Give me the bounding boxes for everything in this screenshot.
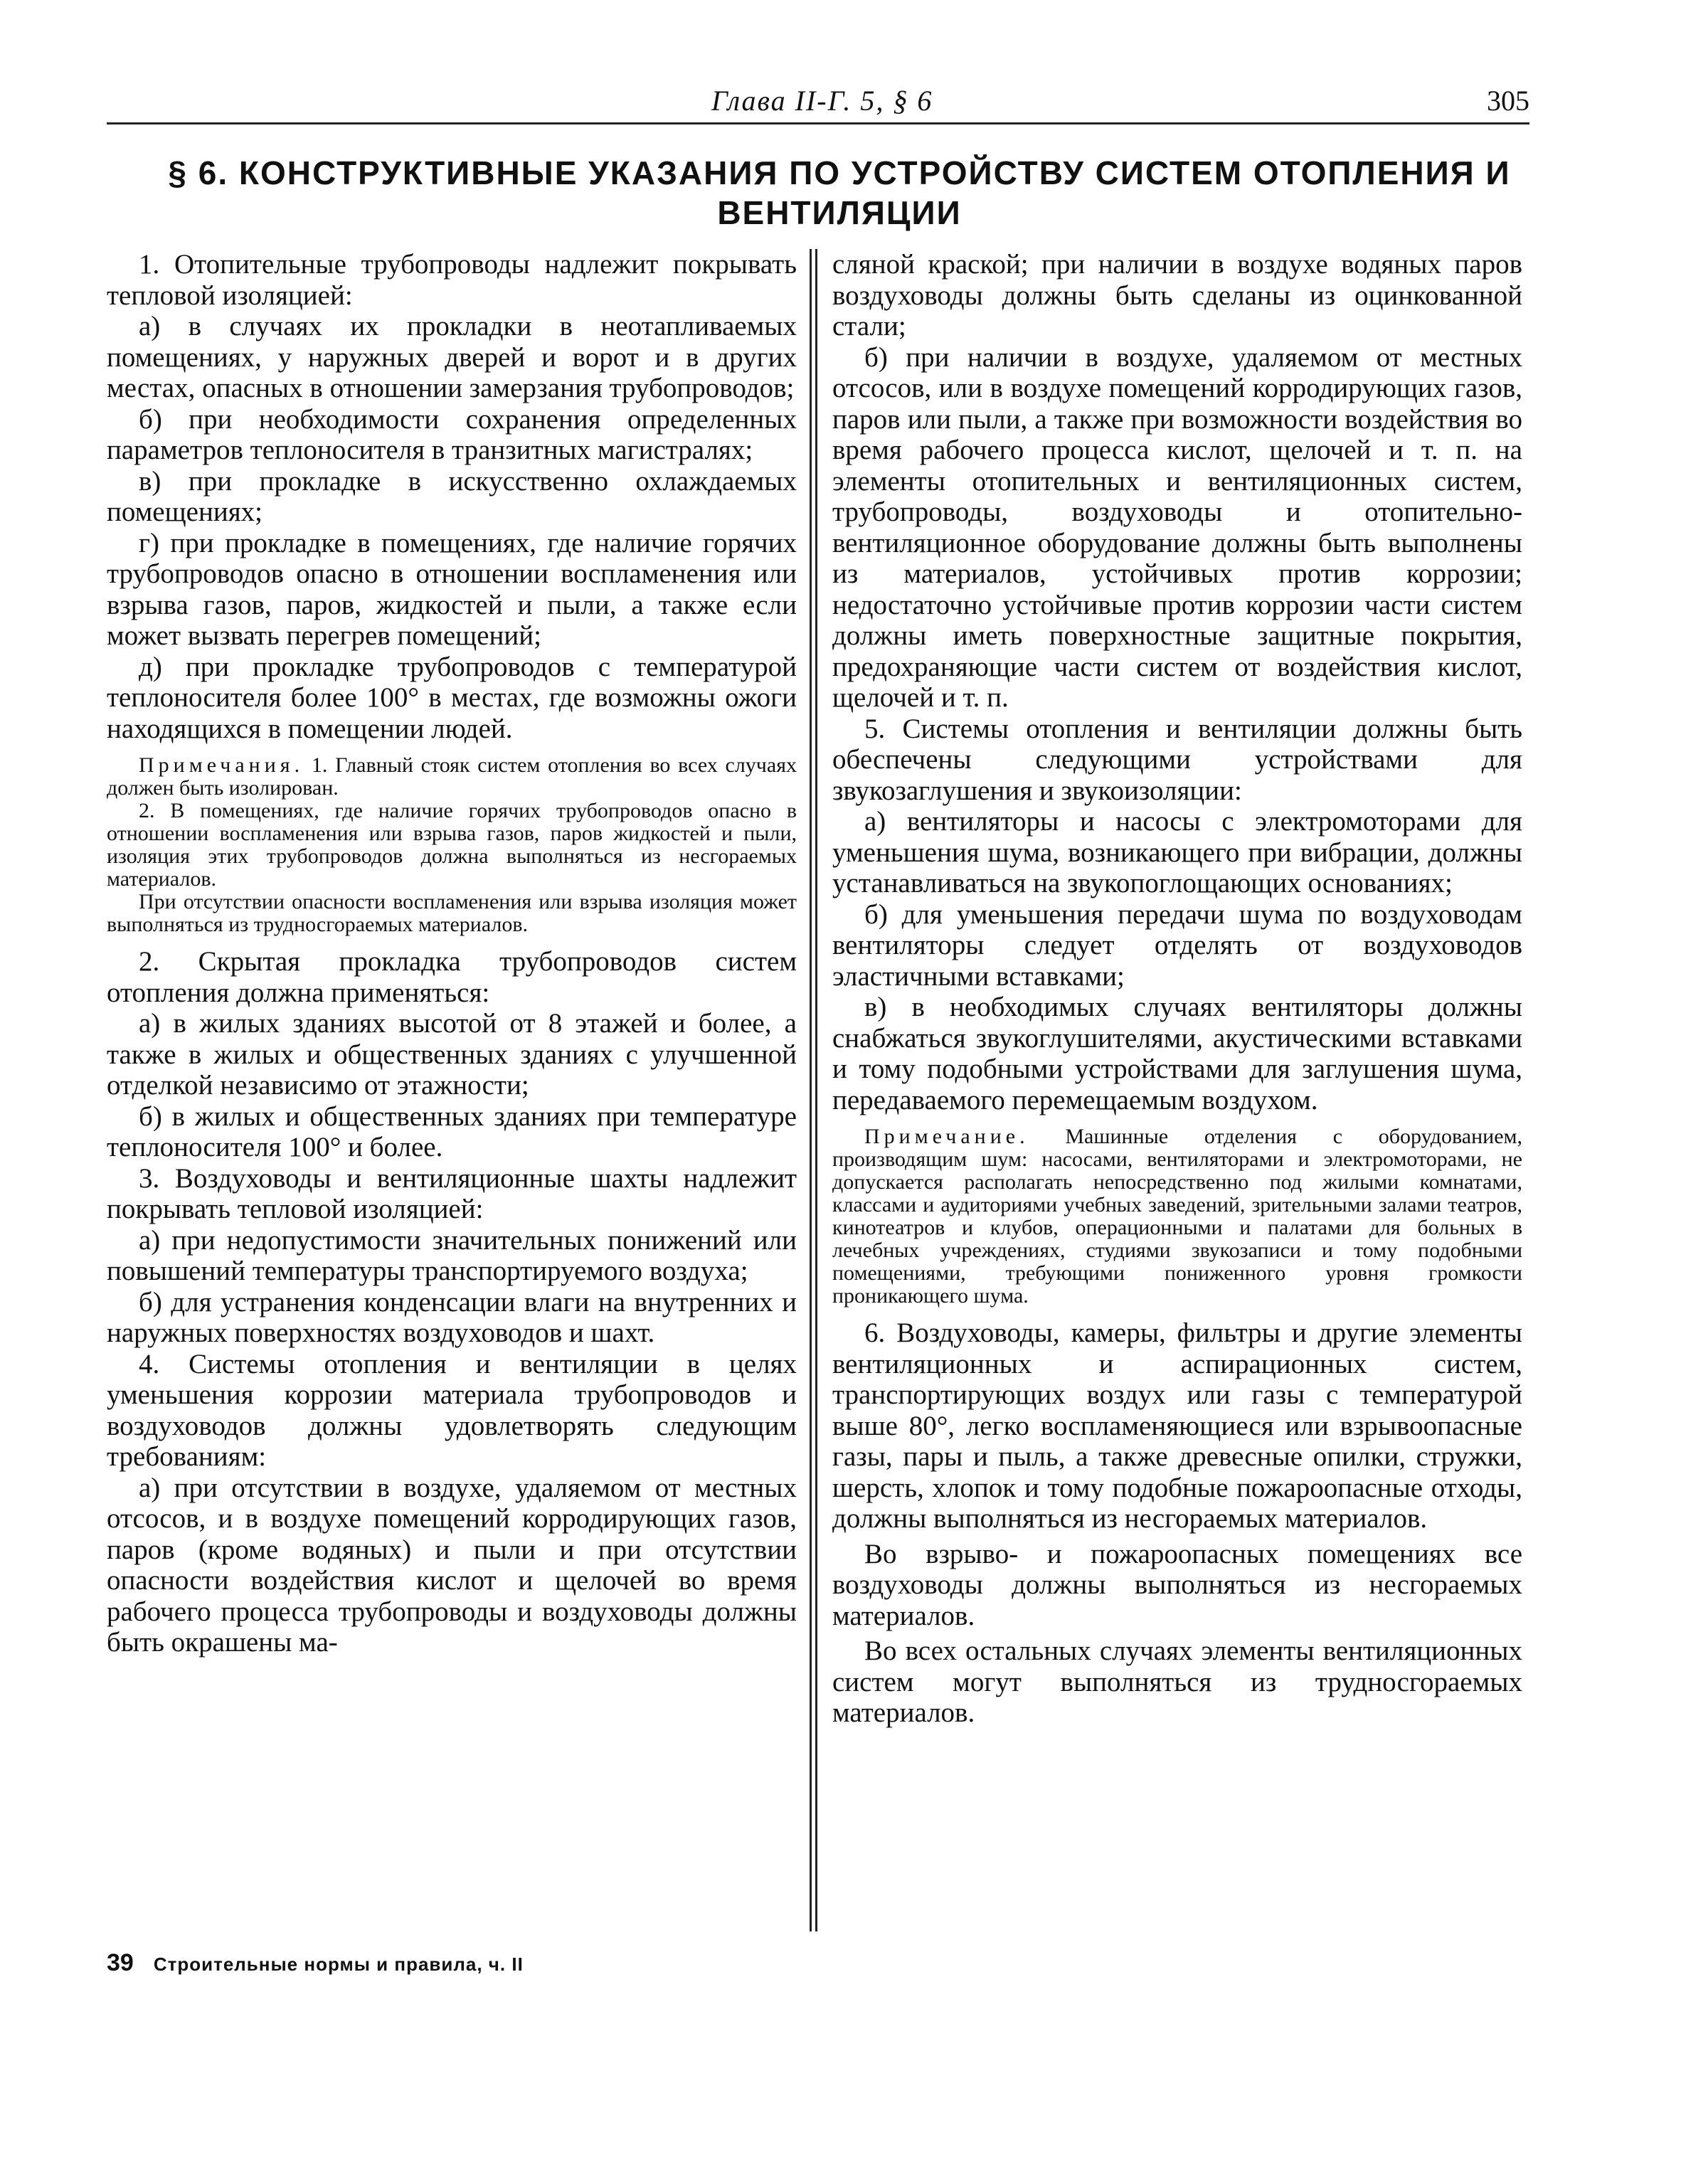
note-line	[832, 1125, 1522, 1308]
note-1-line	[107, 754, 797, 800]
signature-mark: 39	[107, 1949, 134, 1976]
note-3: При отсутствии опасности воспламенения или взрыва изоляция может выполняться из трудносгораемых материалов.	[107, 890, 797, 936]
header-rule	[107, 122, 1529, 124]
paragraph-1e: д) при прокладке трубопроводов с температурой теплоносителя более 100° в местах, где возможны ожоги находящихся в помещении людей.	[107, 651, 797, 744]
column-divider	[815, 249, 817, 1931]
paragraph-1c: в) при прокладке в искусственно охлаждаемых помещениях;	[107, 465, 797, 527]
right-column	[832, 249, 1522, 1729]
notes-block	[107, 754, 797, 936]
paragraph-2b: б) в жилых и общественных зданиях при температуре теплоносителя 100° и более.	[107, 1101, 797, 1162]
paragraph-4b: б) при наличии в воздухе, удаляемом от местных отсосов, или в воздухе помещений корродирующих газов, паров или пыли, а также при возможности воздействия во время рабочего процесса кислот, щелочей и т. п. на элементы отопительных и вентиляционных систем, трубопроводы, воздуховоды и отопительно-вентиляционное оборудование должны быть выполнены из материалов, устойчивых против коррозии; недостаточно устойчивые против коррозии части систем должны иметь поверхностные защитные покрытия, предохраняющие части систем от воздействия кислот, щелочей и т. п.	[832, 341, 1522, 713]
notes-label: Примечания.	[139, 753, 304, 777]
paragraph-4a: а) при отсутствии в воздухе, удаляемом от местных отсосов, и в воздухе помещений корродирующих газов, паров (кроме водяных) и пыли и при отсутствии опасности воздействия кислот и щелочей во время рабочего процесса трубопроводы и воздуховоды должны быть окрашены ма-	[107, 1472, 797, 1658]
note-text: Машинные отделения с оборудованием, производящим шум: насосами, вентиляторами и электромоторами, не допускается располагать непосредственно под жилыми комнатами, классами и аудиториями учебных заведений, зрительными залами театров, кинотеатров и клубов, операционными и палатами для больных в лечебных учреждениях, студиями звукозаписи и тому подобными помещениями, требующими пониженного уровня громкости проникающего шума.	[832, 1125, 1523, 1308]
paragraph-3a: а) при недопустимости значительных понижений или повышений температуры транспортируемого воздуха;	[107, 1224, 797, 1286]
paragraph-4: 4. Системы отопления и вентиляции в целях уменьшения коррозии материала трубопроводов и воздуховодов должны удовлетворять следующим требованиям:	[107, 1348, 797, 1472]
left-column	[107, 249, 797, 1658]
paragraph-1: 1. Отопительные трубопроводы надлежит покрывать тепловой изоляцией:	[107, 249, 797, 311]
paragraph-5b: б) для уменьшения передачи шума по воздуховодам вентиляторы следует отделять от воздуховодов эластичными вставками;	[832, 898, 1522, 992]
paragraph-1d: г) при прокладке в помещениях, где наличие горячих трубопроводов опасно в отношении воспламенения или взрыва газов, паров, жидкостей и пыли, а также если может вызвать перегрев помещений;	[107, 527, 797, 651]
paragraph-5c: в) в необходимых случаях вентиляторы должны снабжаться звукоглушителями, акустическими вставками и тому подобными устройствами для заглушения шума, передаваемого перемещаемым воздухом.	[832, 992, 1522, 1115]
section-title: § 6. КОНСТРУКТИВНЫЕ УКАЗАНИЯ ПО УСТРОЙСТВУ СИСТЕМ ОТОПЛЕНИЯ И ВЕНТИЛЯЦИИ	[168, 154, 1511, 231]
paragraph-6b: Во взрыво- и пожароопасных помещениях все воздуховоды должны выполняться из несгораемых материалов.	[832, 1538, 1522, 1631]
paragraph-5: 5. Системы отопления и вентиляции должны быть обеспечены следующими устройствами для звукозаглушения и звукоизоляции:	[832, 713, 1522, 806]
note-block	[832, 1125, 1522, 1308]
note-label: Примечание.	[864, 1125, 1029, 1148]
paragraph-3b: б) для устранения конденсации влаги на внутренних и наружных поверхностях воздуховодов и шахт.	[107, 1286, 797, 1348]
paragraph-4a-continued: сляной краской; при наличии в воздухе водяных паров воздуховоды должны быть сделаны из оцинкованной стали;	[832, 249, 1522, 341]
paragraph-6c: Во всех остальных случаях элементы вентиляционных систем могут выполняться из трудносгораемых материалов.	[832, 1636, 1522, 1728]
column-divider	[810, 249, 812, 1931]
paragraph-1a: а) в случаях их прокладки в неотапливаемых помещениях, у наружных дверей и ворот и в других местах, опасных в отношении замерзания трубопроводов;	[107, 311, 797, 403]
source-title: Строительные нормы и правила, ч. II	[153, 1954, 524, 1975]
paragraph-5a: а) вентиляторы и насосы с электромоторами для уменьшения шума, возникающего при вибрации, должны устанавливаться на звукопоглощающих основаниях;	[832, 806, 1522, 898]
paragraph-1b: б) при необходимости сохранения определенных параметров теплоносителя в транзитных магистралях;	[107, 403, 797, 465]
footer	[107, 1949, 524, 1978]
note-1: 1. Главный стояк систем отопления во всех случаях должен быть изолирован.	[107, 753, 797, 800]
paragraph-6: 6. Воздуховоды, камеры, фильтры и другие элементы вентиляционных и аспирационных систем, транспортирующих воздух или газы с температурой выше 80°, легко воспламеняющиеся или взрывоопасные газы, пары и пыль, а также древесные опилки, стружки, шерсть, хлопок и тому подобные пожароопасные отходы, должны выполняться из несгораемых материалов.	[832, 1318, 1522, 1534]
note-2: 2. В помещениях, где наличие горячих трубопроводов опасно в отношении воспламенения или взрыва газов, паров жидкостей и пыли, изоляция этих трубопроводов должна выполняться из несгораемых материалов.	[107, 799, 797, 891]
paragraph-2a: а) в жилых зданиях высотой от 8 этажей и более, а также в жилых и общественных зданиях с улучшенной отделкой независимо от этажности;	[107, 1008, 797, 1101]
page-number: 305	[1487, 85, 1529, 117]
running-title: Глава II-Г. 5, § 6	[711, 85, 933, 117]
paragraph-3: 3. Воздуховоды и вентиляционные шахты надлежит покрывать тепловой изоляцией:	[107, 1162, 797, 1224]
paragraph-2: 2. Скрытая прокладка трубопроводов систем отопления должна применяться:	[107, 946, 797, 1008]
running-head	[107, 84, 1529, 127]
